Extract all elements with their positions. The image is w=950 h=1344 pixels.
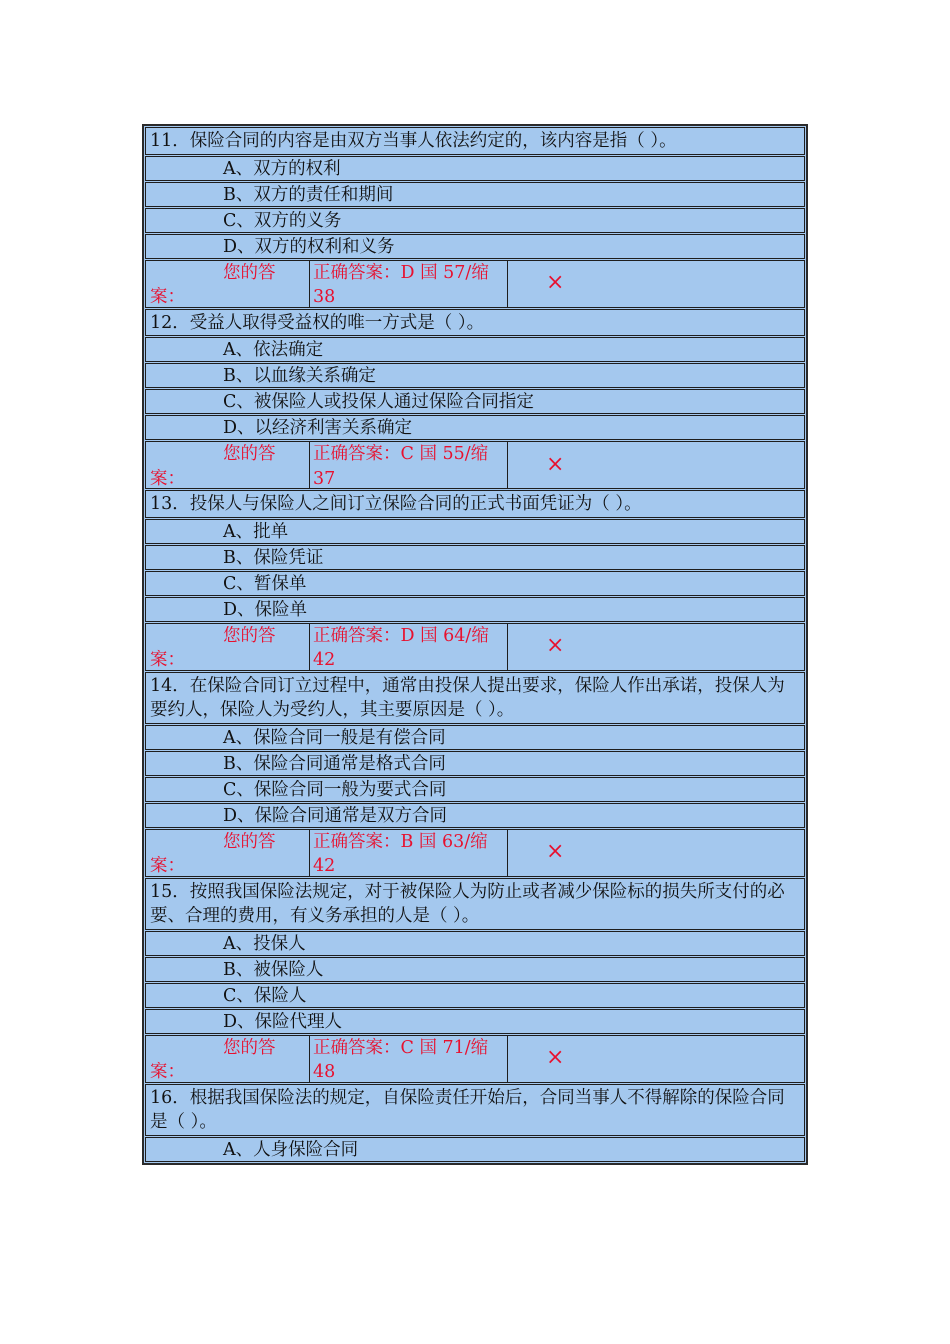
option-b: B、被保险人 [145, 957, 805, 982]
correct-answer: 正确答案：B 国 63/缩 42 [310, 830, 508, 876]
option-a: A、投保人 [145, 931, 805, 956]
wrong-icon: × [546, 451, 565, 477]
option-d: D、双方的权利和义务 [145, 234, 805, 259]
result-cell [508, 1036, 804, 1082]
your-answer-label: 您的答 案： [146, 1036, 310, 1082]
wrong-icon: × [546, 633, 565, 659]
option-b: B、以血缘关系确定 [145, 363, 805, 388]
question-text: 12．受益人取得受益权的唯一方式是（ ）。 [145, 309, 805, 337]
answer-row [145, 441, 805, 489]
option-b: B、双方的责任和期间 [145, 182, 805, 207]
wrong-icon: × [546, 839, 565, 865]
your-answer-label: 您的答 案： [146, 261, 310, 307]
answer-row [145, 260, 805, 308]
question-text: 16．根据我国保险法的规定，自保险责任开始后，合同当事人不得解除的保险合同是（ ）。 [145, 1084, 805, 1136]
result-cell [508, 830, 804, 876]
option-c: C、被保险人或投保人通过保险合同指定 [145, 389, 805, 414]
option-b: B、保险凭证 [145, 545, 805, 570]
result-cell [508, 442, 804, 488]
option-a: A、批单 [145, 519, 805, 544]
answer-row [145, 1035, 805, 1083]
your-answer-label: 您的答 案： [146, 830, 310, 876]
answer-row [145, 829, 805, 877]
option-b: B、保险合同通常是格式合同 [145, 751, 805, 776]
answer-row [145, 623, 805, 671]
question-text: 11．保险合同的内容是由双方当事人依法约定的，该内容是指（ ）。 [145, 127, 805, 155]
wrong-icon: × [546, 270, 565, 296]
your-answer-label: 您的答 案： [146, 442, 310, 488]
option-c: C、保险合同一般为要式合同 [145, 777, 805, 802]
question-text: 14．在保险合同订立过程中，通常由投保人提出要求，保险人作出承诺，投保人为要约人，保险人为受约人，其主要原因是（ ）。 [145, 672, 805, 724]
correct-answer: 正确答案：C 国 71/缩 48 [310, 1036, 508, 1082]
option-c: C、暂保单 [145, 571, 805, 596]
correct-answer: 正确答案：C 国 55/缩 37 [310, 442, 508, 488]
correct-answer: 正确答案：D 国 64/缩 42 [310, 624, 508, 670]
option-d: D、以经济利害关系确定 [145, 415, 805, 440]
option-a: A、依法确定 [145, 337, 805, 362]
question-text: 15．按照我国保险法规定，对于被保险人为防止或者减少保险标的损失所支付的必要、合理的费用，有义务承担的人是（ ）。 [145, 878, 805, 930]
correct-answer: 正确答案：D 国 57/缩 38 [310, 261, 508, 307]
your-answer-label: 您的答 案： [146, 624, 310, 670]
result-cell [508, 624, 804, 670]
option-d: D、保险合同通常是双方合同 [145, 803, 805, 828]
question-table [142, 124, 808, 1165]
question-text: 13．投保人与保险人之间订立保险合同的正式书面凭证为（ ）。 [145, 490, 805, 518]
option-d: D、保险代理人 [145, 1009, 805, 1034]
wrong-icon: × [546, 1045, 565, 1071]
option-a: A、双方的权利 [145, 156, 805, 181]
result-cell [508, 261, 804, 307]
option-c: C、双方的义务 [145, 208, 805, 233]
option-a: A、人身保险合同 [145, 1137, 805, 1162]
option-a: A、保险合同一般是有偿合同 [145, 725, 805, 750]
option-c: C、保险人 [145, 983, 805, 1008]
option-d: D、保险单 [145, 597, 805, 622]
